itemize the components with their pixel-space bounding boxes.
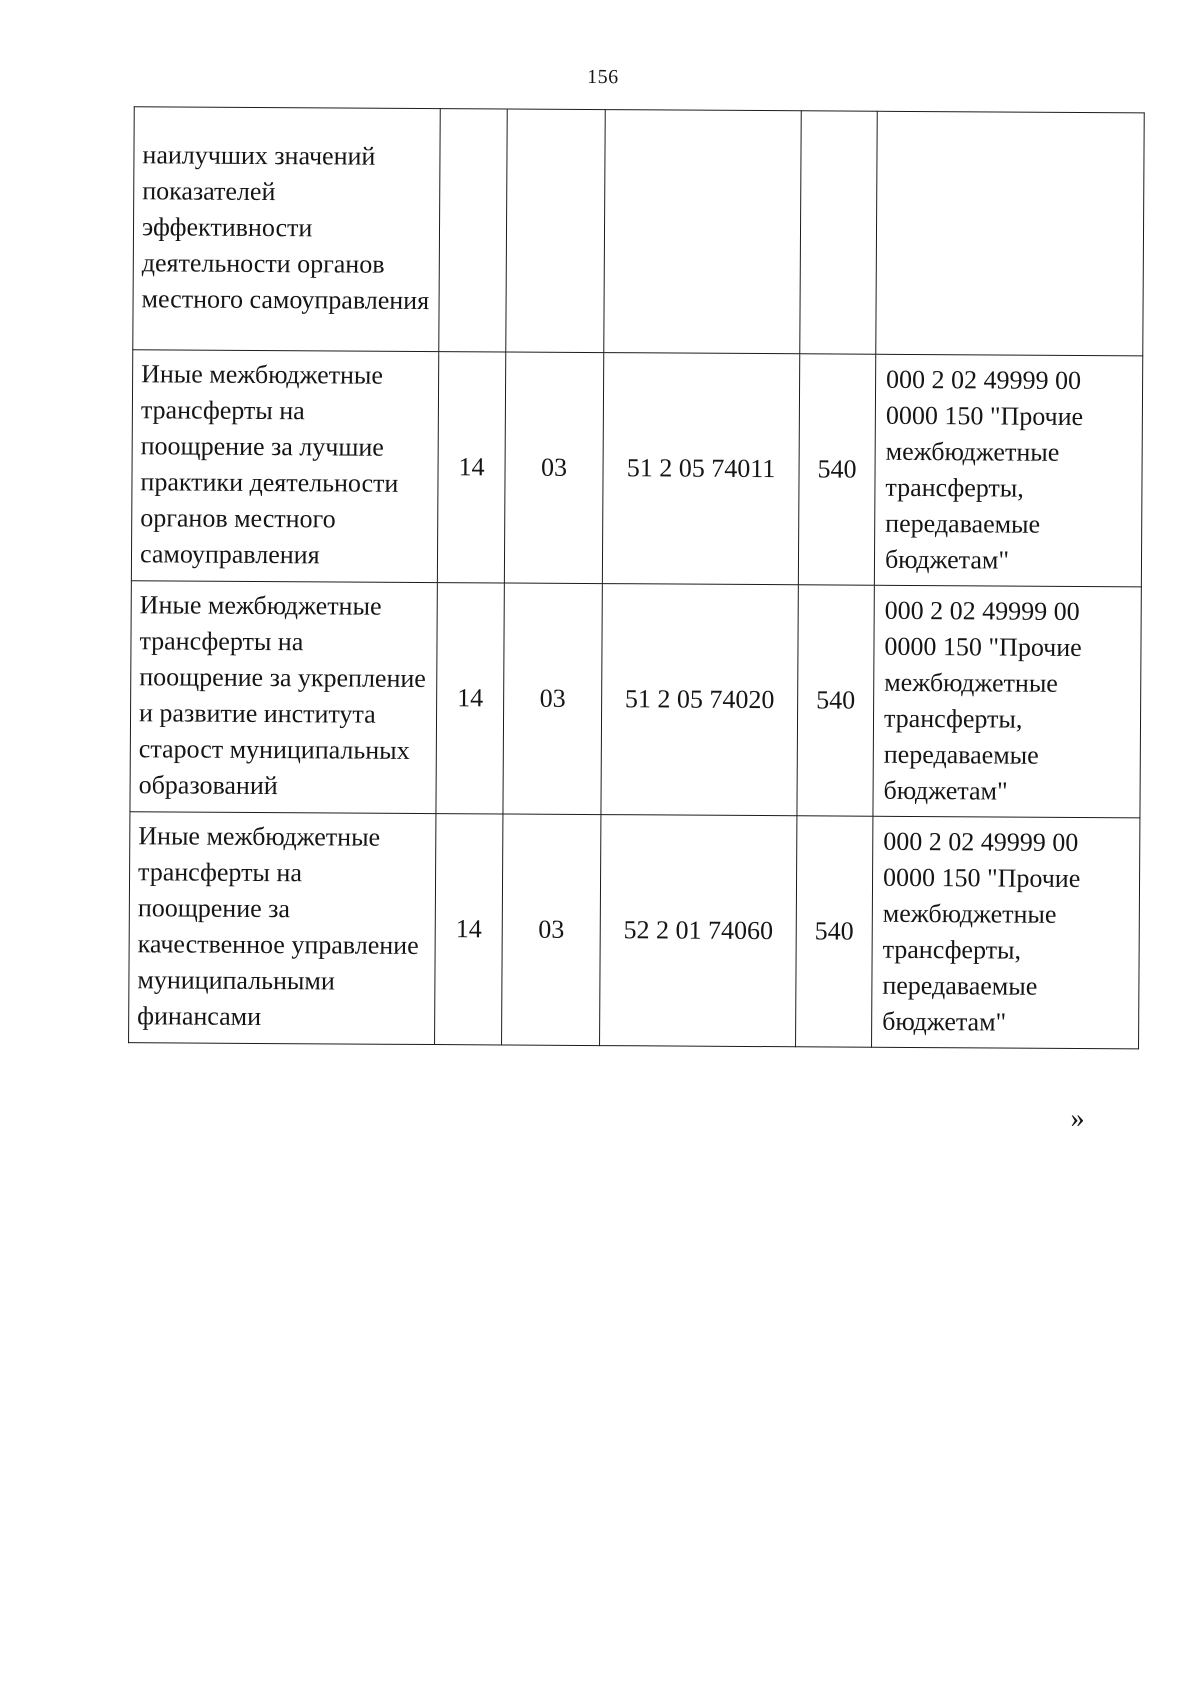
closing-quote-mark: »	[1070, 1102, 1085, 1135]
section-cell: 14	[435, 814, 503, 1045]
target-article-cell: 51 2 05 74020	[601, 584, 798, 816]
table-row	[130, 581, 1141, 818]
income-classification-text	[887, 233, 1137, 235]
table-row	[133, 107, 1144, 356]
target-article-cell: 51 2 05 74011	[602, 353, 799, 585]
target-article-cell	[604, 110, 801, 354]
page-number: 156	[587, 65, 619, 89]
subsection-cell	[506, 109, 605, 353]
row-name-text: Иные межбюджетные трансферты на поощрение за укрепление и развитие института старост муниципальных образований	[138, 590, 426, 801]
row-name-cell	[129, 812, 436, 1045]
income-classification-text: 000 2 02 49999 00 0000 150 "Прочие межбюджетные трансферты, передаваемые бюджетам"	[883, 595, 1082, 806]
row-name-text: наилучших значений показателей эффективности деятельности органов местного самоуправления	[141, 140, 430, 316]
table-row	[131, 350, 1142, 587]
expense-type-cell: 540	[796, 816, 873, 1047]
row-name-cell	[130, 581, 437, 814]
income-classification-cell	[874, 354, 1142, 587]
subsection-cell: 03	[503, 583, 602, 815]
income-classification-cell	[873, 585, 1141, 818]
section-cell: 14	[436, 583, 504, 814]
section-cell: 14	[437, 352, 505, 583]
row-name-cell	[133, 107, 440, 352]
subsection-cell: 03	[504, 352, 603, 584]
income-classification-cell	[872, 816, 1140, 1049]
row-name-cell	[131, 350, 438, 583]
target-article-cell: 52 2 01 74060	[600, 815, 797, 1047]
table-row	[129, 812, 1140, 1049]
budget-transfers-table	[128, 106, 1145, 1049]
expense-type-cell	[800, 111, 877, 354]
section-cell	[439, 109, 507, 352]
expense-type-cell: 540	[797, 585, 874, 816]
row-name-text: Иные межбюджетные трансферты на поощрение за лучшие практики деятельности органов местного самоуправления	[139, 359, 399, 570]
row-name-text: Иные межбюджетные трансферты на поощрение за качественное управление муниципальными финансами	[137, 821, 419, 1031]
income-classification-text: 000 2 02 49999 00 0000 150 "Прочие межбюджетные трансферты, передаваемые бюджетам"	[882, 826, 1081, 1037]
expense-type-cell: 540	[798, 354, 875, 585]
subsection-cell: 03	[502, 814, 601, 1046]
income-classification-text: 000 2 02 49999 00 0000 150 "Прочие межбюджетные трансферты, передаваемые бюджетам"	[884, 364, 1084, 575]
income-classification-cell	[876, 111, 1144, 356]
